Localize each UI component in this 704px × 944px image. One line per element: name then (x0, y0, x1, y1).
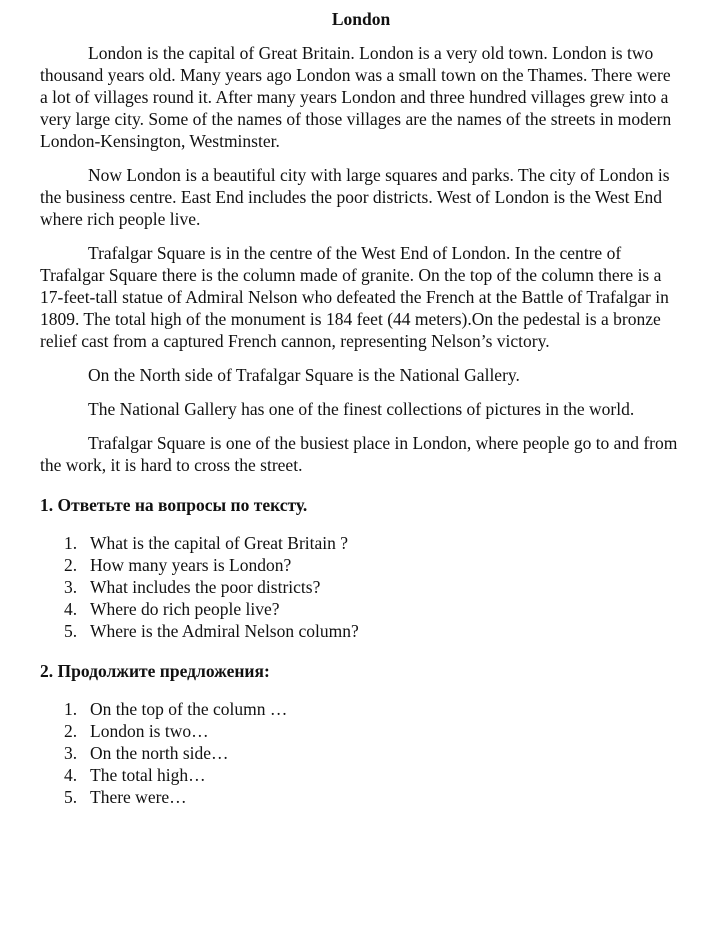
sentences-list (40, 698, 682, 808)
list-item (64, 554, 682, 576)
item-number: 4. (64, 765, 78, 785)
item-text: How many years is London? (90, 555, 292, 575)
item-number: 5. (64, 787, 78, 807)
item-text: There were… (90, 787, 187, 807)
paragraph-5: The National Gallery has one of the finest collections of pictures in the world. (88, 399, 635, 419)
list-item (64, 598, 682, 620)
item-number: 4. (64, 599, 78, 619)
list-item (64, 720, 682, 742)
list-item (64, 532, 682, 554)
list-item (64, 620, 682, 642)
paragraph-2: Now London is a beautiful city with large squares and parks. The city of London is the business centre. East End includes the poor districts. West of London is the West End where rich people live. (40, 165, 670, 229)
item-text: What includes the poor districts? (90, 577, 321, 597)
item-number: 1. (64, 533, 78, 553)
questions-heading: 1. Ответьте на вопросы по тексту. (40, 495, 308, 515)
item-text: On the top of the column … (90, 699, 288, 719)
list-item (64, 786, 682, 808)
document-title: London (331, 9, 391, 29)
paragraph-6: Trafalgar Square is one of the busiest place in London, where people go to and from the work, it is hard to cross the street. (40, 433, 678, 475)
item-number: 1. (64, 699, 78, 719)
list-item (64, 764, 682, 786)
item-text: London is two… (90, 721, 209, 741)
paragraph-1: London is the capital of Great Britain. London is a very old town. London is two thousand years old. Many years ago London was a small town on the Thames. There were a lot of villages round it. After many years London and three hundred villages grew into a very large city. Some of the names of those villages are the names of the streets in modern London-Kensington, Westminster. (40, 43, 672, 151)
paragraph-4: On the North side of Trafalgar Square is the National Gallery. (88, 365, 520, 385)
paragraph-3: Trafalgar Square is in the centre of the West End of London. In the centre of Trafalgar Square there is the column made of granite. On the top of the column there is a 17-feet-tall statue of Admiral Nelson who defeated the French at the Battle of Trafalgar in 1809. The total high of the monument is 184 feet (44 meters).On the pedestal is a bronze relief cast from a captured French cannon, representing Nelson’s victory. (40, 243, 669, 351)
item-text: On the north side… (90, 743, 229, 763)
item-text: Where is the Admiral Nelson column? (90, 621, 359, 641)
item-number: 2. (64, 721, 78, 741)
item-number: 3. (64, 577, 78, 597)
document-page (40, 8, 682, 826)
item-number: 5. (64, 621, 78, 641)
item-text: Where do rich people live? (90, 599, 280, 619)
continue-sentences-heading: 2. Продолжите предложения: (40, 661, 270, 681)
list-item (64, 576, 682, 598)
item-text: What is the capital of Great Britain ? (90, 533, 349, 553)
list-item (64, 698, 682, 720)
questions-list (40, 532, 682, 642)
item-number: 3. (64, 743, 78, 763)
list-item (64, 742, 682, 764)
item-text: The total high… (90, 765, 206, 785)
item-number: 2. (64, 555, 78, 575)
